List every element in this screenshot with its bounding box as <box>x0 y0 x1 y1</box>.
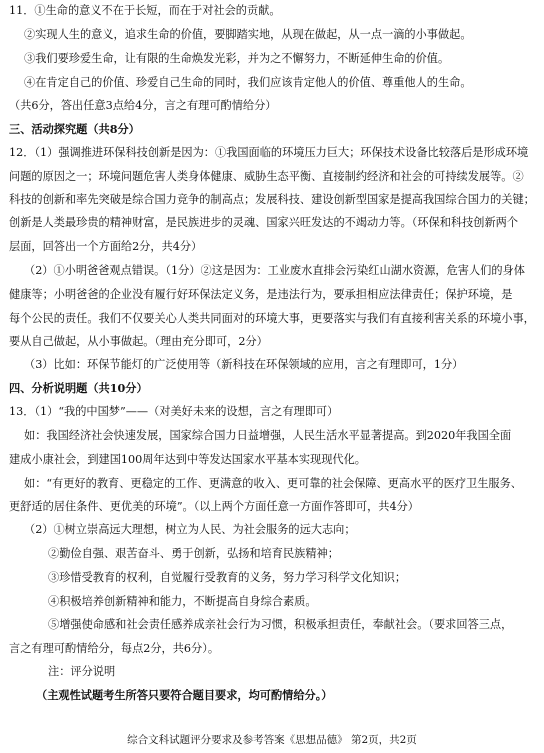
item-12-part-1-line-2: 问题的原因之一；环境问题危害人类身体健康、威胁生态平衡、直接制约经济和社会的可持续发展等。② <box>9 170 524 183</box>
item-12-part-1-line-4: 创新是人类最珍贵的精神财富，是民族进步的灵魂、国家兴旺发达的不竭动力等。（环保和科技创新两个 <box>9 216 519 229</box>
item-11-point-4: ④在肯定自己的价值、珍爱自己生命的同时，我们应该肯定他人的价值、尊重他人的生命。 <box>24 76 472 89</box>
item-13-part-2-point-4: ④积极培养创新精神和能力，不断提高自身综合素质。 <box>48 595 317 608</box>
item-13-example-2-line-2: 更舒适的居住条件、更优美的环境”。（以上两个方面任意一方面作答即可，共4分） <box>9 500 419 513</box>
item-13-example-1-line-2: 建成小康社会，到建国100周年达到中等发达国家水平基本实现现代化。 <box>9 453 366 466</box>
item-12-part-2-line-4: 要从自己做起，从小事做起。（理由充分即可，2分） <box>9 335 268 348</box>
item-13-example-2-line-1: 如：“有更好的教育、更稳定的工作、更满意的收入、更可靠的社会保障、更高水平的医疗卫生服务、 <box>24 477 522 490</box>
item-12-part-2-line-3: 每个公民的责任。我们不仅要关心人类共同面对的环境大事，更要落实与我们有直接利害关系的环境小事， <box>9 312 535 325</box>
page-footer: 综合文科试题评分要求及参考答案《思想品德》 第2页，共2页 <box>127 734 417 746</box>
section-3-heading: 三、活动探究题（共8分） <box>9 122 140 136</box>
item-12-part-3: （3）比如：环保节能灯的广泛使用等（新科技在环保领域的应用，言之有理即可，1分） <box>24 358 464 371</box>
item-13-example-1-line-1: 如：我国经济社会快速发展，国家综合国力日益增强，人民生活水平显著提高。到2020年我国全面 <box>24 429 512 442</box>
scoring-notes-heading: 注：评分说明 <box>48 665 116 678</box>
item-11-point-2: ②实现人生的意义，追求生命的价值，要脚踏实地，从现在做起，从一点一滴的小事做起。 <box>24 28 472 41</box>
item-12-part-1-line-3: 科技的创新和率先突破是综合国力竞争的制高点；发展科技、建设创新型国家是提高我国综合国力的关键； <box>9 193 535 206</box>
item-13-part-2-point-1: （2）①树立崇高远大理想，树立为人民、为社会服务的远大志向； <box>24 523 356 536</box>
item-12-part-2-line-1: （2）①小明爸爸观点错误。（1分）②这是因为：工业废水直排会污染红山湖水资源，危害人们的身体 <box>24 264 525 277</box>
item-13-part-2-point-3: ③珍惜受教育的权利，自觉履行受教育的义务，努力学习科学文化知识； <box>48 571 407 584</box>
item-13-part-2-point-5: ⑤增强使命感和社会责任感养成亲社会行为习惯，积极承担责任，奉献社会。（要求回答三点， <box>48 618 513 631</box>
scoring-notes-text: （主观性试题考生所答只要符合题目要求，均可酌情给分。） <box>36 688 333 702</box>
item-11-scoring-note: （共6分，答出任意3点给4分，言之有理可酌情给分） <box>9 99 277 112</box>
item-13-part-1-heading: 13．（1）“我的中国梦”——（对美好未来的设想，言之有理即可） <box>9 405 339 418</box>
item-12-part-1-line-1: 12．（1）强调推进环保科技创新是因为：①我国面临的环境压力巨大；环保技术设备比较落后是形成环境 <box>9 146 529 159</box>
item-11-point-1: 11．①生命的意义不在于长短，而在于对社会的贡献。 <box>9 4 281 17</box>
item-11-point-3: ③我们要珍爱生命，让有限的生命焕发光彩，并为之不懈努力，不断延伸生命的价值。 <box>24 52 450 65</box>
item-12-part-2-line-2: 健康等；小明爸爸的企业没有履行好环保法定义务，是违法行为，要承担相应法律责任；保护环境，是 <box>9 288 513 301</box>
item-13-part-2-scoring-note: 言之有理可酌情给分，每点2分，共6分）。 <box>9 642 220 655</box>
section-4-heading: 四、分析说明题（共10分） <box>9 381 148 395</box>
item-13-part-2-point-2: ②勤俭自强、艰苦奋斗、勇于创新，弘扬和培育民族精神； <box>48 547 339 560</box>
item-12-part-1-line-5: 层面，回答出一个方面给2分，共4分） <box>9 240 203 253</box>
